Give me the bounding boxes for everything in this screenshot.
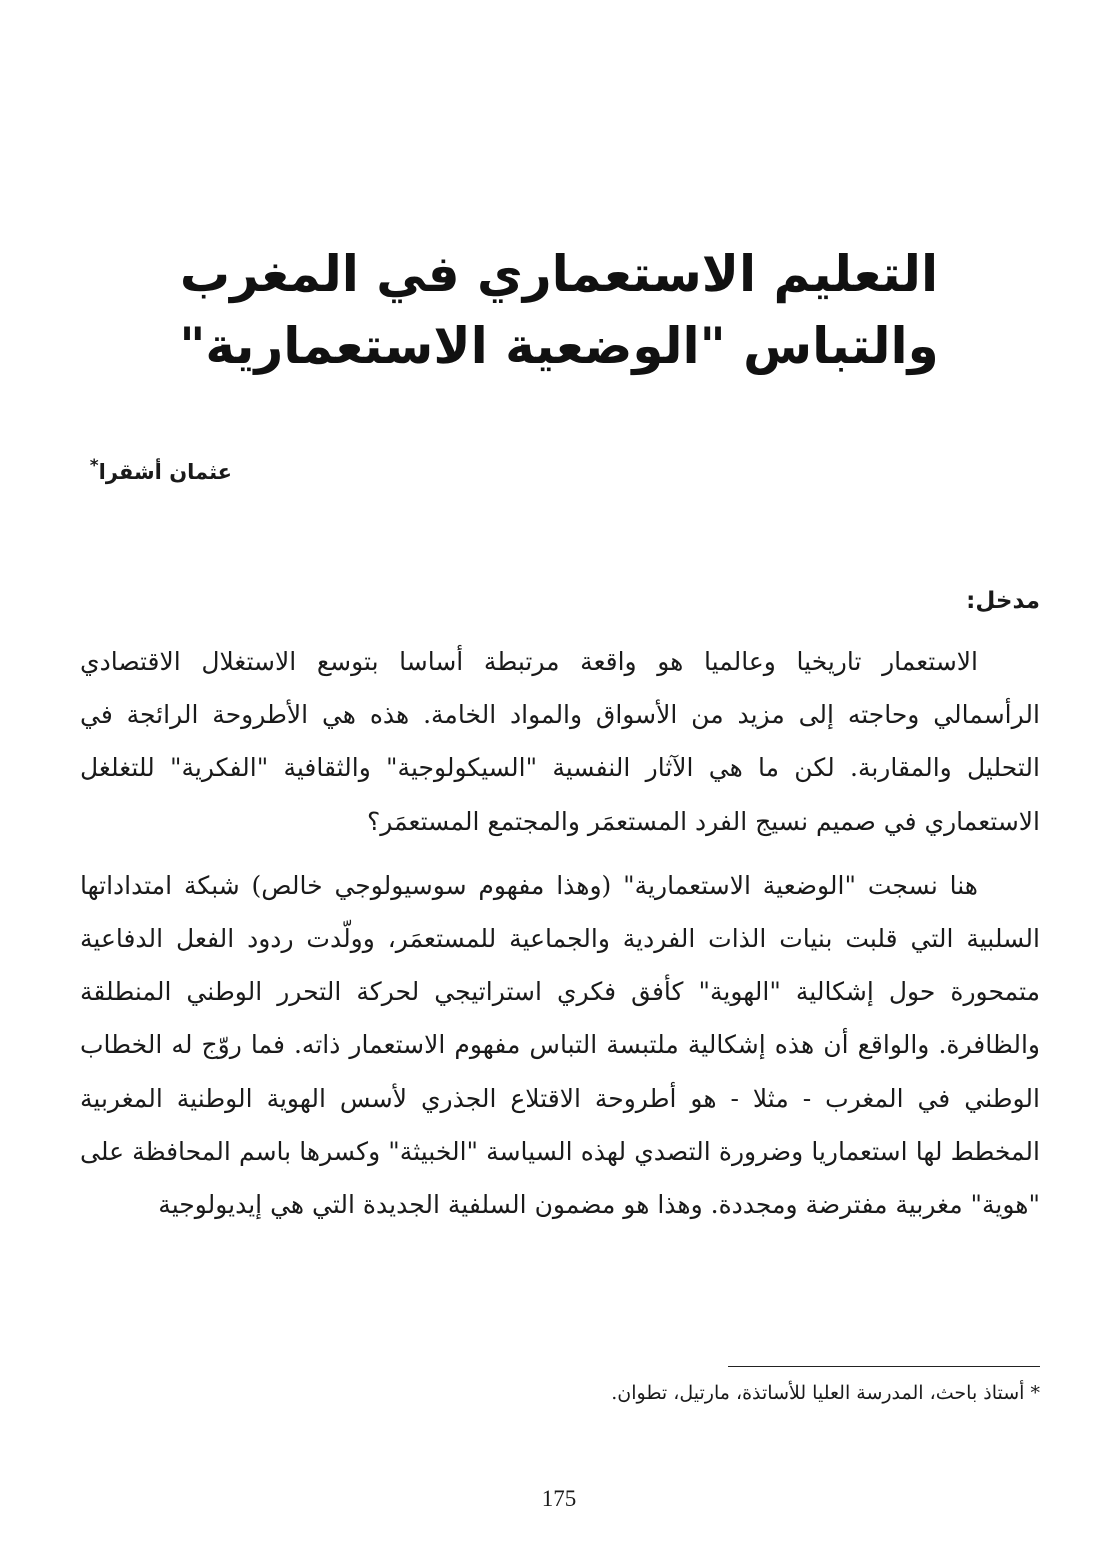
- title-line-2: والتباس "الوضعية الاستعمارية": [179, 317, 939, 375]
- paragraph-2-text: هنا نسجت "الوضعية الاستعمارية" (وهذا مفهوم سوسيولوجي خالص) شبكة امتداداتها السلبية التي قلبت بنيات الذات الفردية والجماعية للمستعمَر، وولّدت ردود الفعل الدفاعية متمحورة حول إشكالية "الهوية" كأفق فكري استراتيجي لحركة التحرر الوطني المنطلقة والظافرة. والواقع أن هذه إشكالية ملتبسة التباس مفهوم الاستعمار ذاته. فما روّج له الخطاب الوطني في المغرب - مثلا - هو أطروحة الاقتلاع الجذري لأسس الهوية الوطنية المغربية المخطط لها استعماريا وضرورة التصدي لهذه السياسة "الخبيثة" وكسرها باسم المحافظة على "هوية" مغربية مفترضة ومجددة. وهذا هو مضمون السلفية الجديدة التي هي إيديولوجية: [80, 870, 1040, 1220]
- author-name-text: عثمان أشقرا: [98, 460, 232, 484]
- paragraph-2: [80, 859, 1040, 1231]
- footnote: * أستاذ باحث، المدرسة العليا للأساتذة، مارتيل، تطوان.: [611, 1382, 1040, 1404]
- section-heading: مدخل:: [966, 588, 1040, 614]
- body-text: [80, 635, 1040, 1231]
- page-number: 175: [541, 1486, 577, 1511]
- author-footnote-marker: *: [89, 456, 99, 476]
- title-line-1: التعليم الاستعماري في المغرب: [179, 245, 939, 303]
- paragraph-1-text: الاستعمار تاريخيا وعالميا هو واقعة مرتبطة أساسا بتوسع الاستغلال الاقتصادي الرأسمالي وحاجته إلى مزيد من الأسواق والمواد الخامة. هذه هي الأطروحة الرائجة في التحليل والمقاربة. لكن ما هي الآثار النفسية "السيكولوجية" والثقافية "الفكرية" للتغلغل الاستعماري في صميم نسيج الفرد المستعمَر والمجتمع المستعمَر؟: [80, 647, 1040, 836]
- footnote-divider: [728, 1366, 1040, 1367]
- article-title: [150, 238, 968, 382]
- author-name: [90, 456, 232, 484]
- paragraph-1: [80, 635, 1040, 848]
